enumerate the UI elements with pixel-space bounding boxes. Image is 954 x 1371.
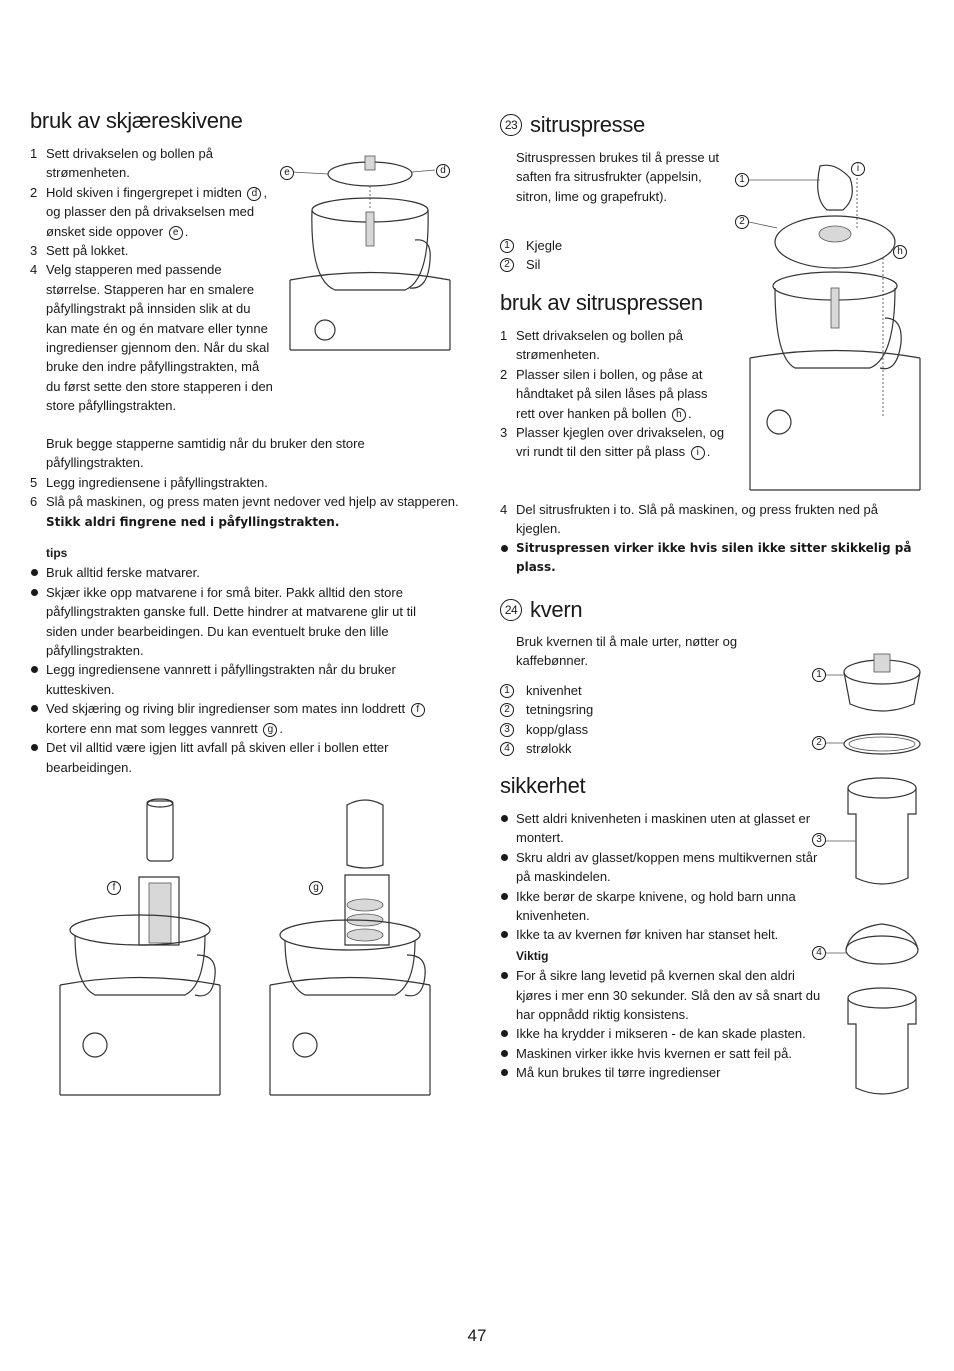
vertical-feed-figure xyxy=(55,795,225,1110)
horizontal-feed-figure xyxy=(265,795,435,1110)
part-item: 1 Kjegle xyxy=(500,236,700,255)
processor-horizontal-feed-illustration xyxy=(265,795,435,1110)
slicing-steps-top xyxy=(30,144,275,416)
important-list xyxy=(500,966,830,1082)
safety-content xyxy=(500,809,830,1083)
ref-i-icon: i xyxy=(691,446,705,460)
slicing-warning: Stikk aldri fingrene ned i påfyllingstrakten. xyxy=(46,514,340,529)
citrus-step-4: 4 Del sitrusfrukten i to. Slå på maskinen, og press frukten ned på kjeglen. xyxy=(500,502,879,537)
citrus-press-illustration xyxy=(735,158,925,496)
safety-item: Skru aldri av glasset/koppen mens multikvernen står på maskindelen. xyxy=(500,848,830,887)
cup-shape xyxy=(848,778,916,798)
label-h: h xyxy=(893,245,907,259)
part-item: 3 kopp/glass xyxy=(500,720,700,739)
tip-item: Skjær ikke opp matvarene i for små biter. Pakk alltid den store påfyllingstrakten ganske full. Dette hindrer at matvarene glir ut til siden under bearbeidingen. Du kan eventuelt bruke den lille påfyllingstrakten. xyxy=(30,583,450,661)
label-i: i xyxy=(851,162,865,176)
part-item: 2 Sil xyxy=(500,255,700,274)
slicing-disc-figure xyxy=(280,150,460,365)
tip-item: Ved skjæring og riving blir ingredienser som mates inn loddrett f kortere enn mat som legges vannrett g . xyxy=(30,699,450,738)
part-item: 1 knivenhet xyxy=(500,681,700,700)
citrus-title: 23 sitruspresse xyxy=(500,112,645,138)
citrus-step-1: 1 Sett drivakselen og bollen på strømenheten. xyxy=(500,328,683,363)
citrus-intro: Sitruspressen brukes til å presse ut saften fra sitrusfrukter (appelsin, sitron, lime og grapefrukt). xyxy=(516,150,720,204)
processor-vertical-feed-illustration xyxy=(55,795,225,1110)
ref-f-icon: f xyxy=(411,703,425,717)
safety-title: sikkerhet xyxy=(500,773,586,798)
part-item: 2 tetningsring xyxy=(500,700,700,719)
tips-title: tips xyxy=(46,546,68,561)
label-mill-2: 2 xyxy=(812,736,826,750)
important-item: Maskinen virker ikke hvis kvernen er satt feil på. xyxy=(500,1044,830,1063)
slicing-step-4: 4 Velg stapperen med passende størrelse. Stapperen har en smalere påfyllingstrakt på innsiden slik at du kan mate én og én matvare eller tynne ingredienser gjennom den. Når du skal bruke den indre påfyllingstrakten, må du først sette den store stapperen i den store påfyllingstrakten. xyxy=(30,262,273,414)
ref-d-icon: d xyxy=(247,187,261,201)
citrus-step-3: 3 Plasser kjeglen over drivakselen, og vri rundt til den sitter på plass i . xyxy=(500,425,725,460)
label-1: 1 xyxy=(735,173,749,187)
ref-g-icon: g xyxy=(263,723,277,737)
safety-item: Ikke berør de skarpe knivene, og hold barn unna knivenheten. xyxy=(500,887,830,926)
tip-item: Legg ingrediensene vannrett i påfyllingstrakten når du bruker kutteskiven. xyxy=(30,660,450,699)
important-item: For å sikre lang levetid på kvernen skal den aldri kjøres i mer enn 30 sekunder. Slå den av så snart du har oppnådd riktig konsistens. xyxy=(500,966,830,1024)
slicing-step-3: 3 Sett på lokket. xyxy=(30,243,129,259)
tips-list xyxy=(30,563,450,776)
page-number: 47 xyxy=(467,1326,487,1345)
mill-illustration xyxy=(810,638,930,1098)
mill-figure xyxy=(810,638,930,1098)
label-g: g xyxy=(309,881,323,895)
citrus-press-figure xyxy=(735,158,925,496)
motor-base-shape xyxy=(290,273,450,351)
ref-e-icon: e xyxy=(169,226,183,240)
motor-base-shape xyxy=(750,351,920,491)
safety-item: Sett aldri knivenheten i maskinen uten at glasset er montert. xyxy=(500,809,830,848)
slicing-step-5: 5 Legg ingrediensene i påfyllingstrakten. xyxy=(30,474,268,490)
mill-parts xyxy=(500,681,700,759)
label-mill-1: 1 xyxy=(812,668,826,682)
tip-item: Det vil alltid være igjen litt avfall på skiven eller i bollen etter bearbeidingen. xyxy=(30,738,450,777)
slicing-step-1: 1 Sett drivakselen og bollen på strømenheten. xyxy=(30,146,213,181)
important-title: Viktig xyxy=(516,948,549,963)
slicing-step-4-extra: Bruk begge stapperne samtidig når du bruker den store påfyllingstrakten. xyxy=(46,436,365,471)
section-24-badge: 24 xyxy=(500,599,522,621)
label-mill-4: 4 xyxy=(812,946,826,960)
citrus-steps-top xyxy=(500,326,726,462)
section-23-badge: 23 xyxy=(500,114,522,136)
slicing-steps-bottom xyxy=(30,434,460,777)
mill-title: 24 kvern xyxy=(500,597,582,623)
label-2: 2 xyxy=(735,215,749,229)
part-item: 4 strølokk xyxy=(500,739,700,758)
label-mill-3: 3 xyxy=(812,833,826,847)
citrus-warning: Sitruspressen virker ikke hvis silen ikke sitter skikkelig på plass. xyxy=(500,539,920,578)
important-item: Må kun brukes til tørre ingredienser xyxy=(500,1063,830,1082)
label-f: f xyxy=(107,881,121,895)
slicing-title: bruk av skjæreskivene xyxy=(30,108,243,133)
slicing-step-6: 6 Slå på maskinen, og press maten jevnt nedover ved hjelp av stapperen. Stikk aldri fingrene ned i påfyllingstrakten. xyxy=(30,494,459,529)
label-e: e xyxy=(280,166,294,180)
citrus-parts xyxy=(500,236,700,275)
citrus-step-2: 2 Plasser silen i bollen, og påse at håndtaket på silen låses på plass rett over hanken på bollen h . xyxy=(500,366,708,421)
cone-shape xyxy=(818,165,853,210)
citrus-use-title: bruk av sitruspressen xyxy=(500,290,703,315)
safety-item: Ikke ta av kvernen før kniven har stanset helt. xyxy=(500,925,830,944)
important-item: Ikke ha krydder i mikseren - de kan skade plasten. xyxy=(500,1024,830,1043)
label-d: d xyxy=(436,164,450,178)
tip-item: Bruk alltid ferske matvarer. xyxy=(30,563,450,582)
ref-h-icon: h xyxy=(672,408,686,422)
safety-list xyxy=(500,809,830,945)
mill-intro: Bruk kvernen til å male urter, nøtter og kaffebønner. xyxy=(516,634,738,669)
sprinkle-lid-shape xyxy=(846,936,918,964)
slicing-step-2: 2 Hold skiven i fingergrepet i midten d , og plasser den på drivakselsen med ønsket side oppover e . xyxy=(30,184,268,239)
citrus-steps-bottom xyxy=(500,500,920,578)
food-processor-disc-illustration xyxy=(280,150,460,365)
